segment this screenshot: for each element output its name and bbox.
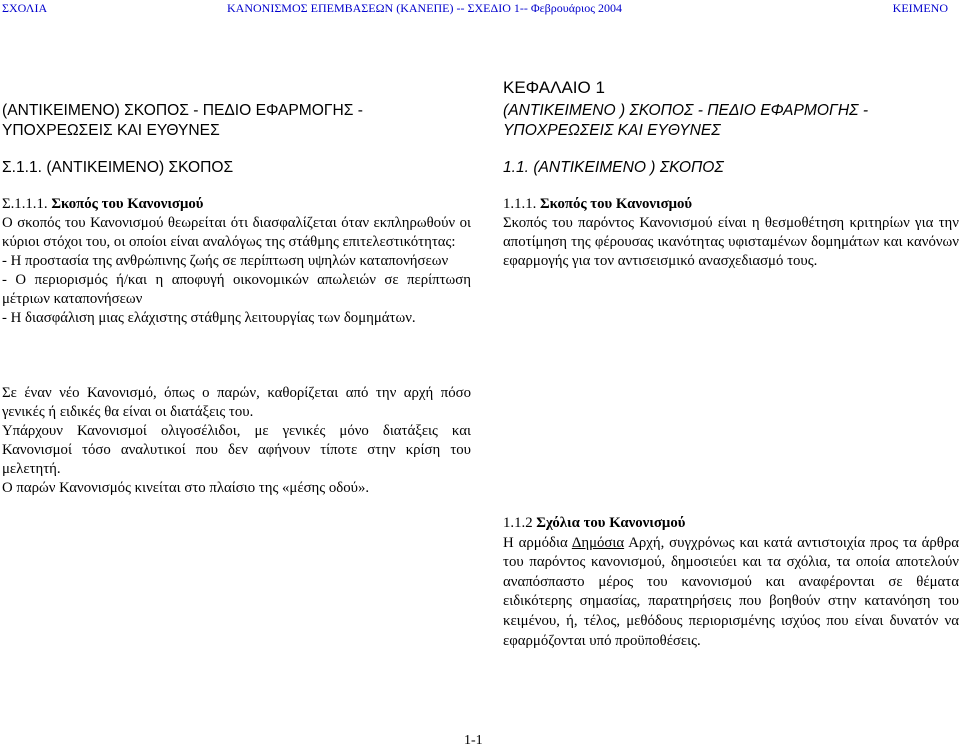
left-paragraph-3: Ο παρών Κανονισμός κινείται στο πλαίσιο της «μέσης οδού».	[2, 480, 370, 496]
comments-body-rest: Αρχή, συγχρόνως και κατά αντιστοιχία προς τα άρθρα του παρόντος κανονισμού, δημοσιεύει και τα σχόλια, τα οποία αποτελούν αναπόσπαστο μέρος του κανονισμού και αναφέρονται σε θέματα ειδικότερης σημασίας, παρατηρήσεις που βοηθούν στην κατανόηση του κειμένου, ή, τέλος, μεθόδους περιορισμένης ισχύος που είναι δυνατόν να εφαρμόζονται υπό προϋποθέσεις.	[503, 534, 959, 649]
right-subsection	[503, 195, 959, 271]
left-section-title: Σ.1.1. (ΑΝΤΙΚΕΙΜΕΝΟ) ΣΚΟΠΟΣ	[2, 159, 234, 176]
comments-underlined-word: Δημόσια	[571, 534, 625, 551]
header-center-title: ΚΑΝΟΝΙΣΜΟΣ ΕΠΕΜΒΑΣΕΩΝ (ΚΑΝΕΠΕ) -- ΣΧΕΔΙΟ 1-- Φεβρουάριος 2004	[227, 1, 622, 15]
left-section-heading	[2, 158, 471, 177]
left-paragraph-2: Υπάρχουν Κανονισμοί ολιγοσέλιδοι, με γενικές μόνο διατάξεις και Κανονισμοί τόσο αναλυτικοί που δεν αφήνουν τίποτε στην κρίση του μελετητή.	[2, 423, 471, 477]
left-paragraph-1: Σε έναν νέο Κανονισμό, όπως ο παρών, καθορίζεται από την αρχή πόσο γενικές ή ειδικές θα είναι οι διατάξεις του.	[2, 385, 471, 420]
right-title-line-1: (ΑΝΤΙΚΕΙΜΕΝΟ ) ΣΚΟΠΟΣ - ΠΕΔΙΟ ΕΦΑΡΜΟΓΗΣ -	[503, 102, 869, 119]
left-bullet-2: - Ο περιορισμός ή/και η αποφυγή οικονομικών απωλειών σε περίπτωση μέτριων καταπονήσεων	[2, 272, 471, 307]
comments-heading	[503, 514, 959, 534]
left-title-line-1: (ΑΝΤΙΚΕΙΜΕΝΟ) ΣΚΟΠΟΣ - ΠΕΔΙΟ ΕΦΑΡΜΟΓΗΣ -	[2, 102, 363, 119]
right-subsection-heading	[503, 195, 959, 214]
left-body-text: Ο σκοπός του Κανονισμού θεωρείται ότι διασφαλίζεται όταν εκπληρωθούν οι κύριοι στόχοι του, οι οποίοι είναι αναλόγως της στάθμης επιτελεστικότητας:	[2, 215, 471, 250]
left-subsection	[2, 195, 471, 328]
left-paragraphs	[2, 384, 471, 498]
comments-title: Σχόλια του Κανονισμού	[536, 515, 686, 531]
comments-number: 1.1.2	[503, 515, 533, 531]
left-title-block	[2, 101, 471, 141]
right-section-title: 1.1. (ΑΝΤΙΚΕΙΜΕΝΟ ) ΣΚΟΠΟΣ	[503, 159, 724, 176]
header-left-label: ΣΧΟΛΙΑ	[2, 1, 48, 15]
chapter-heading: ΚΕΦΑΛΑΙΟ 1	[503, 78, 605, 97]
left-subsection-number: Σ.1.1.1.	[2, 196, 48, 212]
page-number: 1-1	[464, 733, 483, 748]
left-bullet-1: - Η προστασία της ανθρώπινης ζωής σε περίπτωση υψηλών καταπονήσεων	[2, 253, 449, 269]
right-subsection-number: 1.1.1.	[503, 196, 537, 212]
right-subsection-title: Σκοπός του Κανονισμού	[540, 196, 693, 212]
header-right-label: ΚΕΙΜΕΝΟ	[892, 1, 948, 15]
left-subsection-heading	[2, 195, 471, 214]
right-comments-subsection	[503, 514, 959, 651]
comments-body-start: Η αρμόδια	[503, 534, 572, 551]
running-header	[0, 0, 960, 16]
right-title-block	[503, 101, 959, 141]
right-body-text: Σκοπός του παρόντος Κανονισμού είναι η θεσμοθέτηση κριτηρίων για την αποτίμηση της φέρουσας ικανότητας υφισταμένων δομημάτων και κανόνων εφαρμογής για τον αντισεισμικό ανασχεδιασμό τους.	[503, 215, 959, 269]
left-bullet-3: - Η διασφάλιση μιας ελάχιστης στάθμης λειτουργίας των δομημάτων.	[2, 310, 416, 326]
comments-body	[503, 534, 959, 652]
left-title-line-2: ΥΠΟΧΡΕΩΣΕΙΣ ΚΑΙ ΕΥΘΥΝΕΣ	[2, 122, 220, 139]
left-subsection-title: Σκοπός του Κανονισμού	[51, 196, 204, 212]
right-title-line-2: ΥΠΟΧΡΕΩΣΕΙΣ ΚΑΙ ΕΥΘΥΝΕΣ	[503, 122, 721, 139]
right-chapter-block	[503, 77, 959, 98]
right-section-heading	[503, 158, 959, 177]
